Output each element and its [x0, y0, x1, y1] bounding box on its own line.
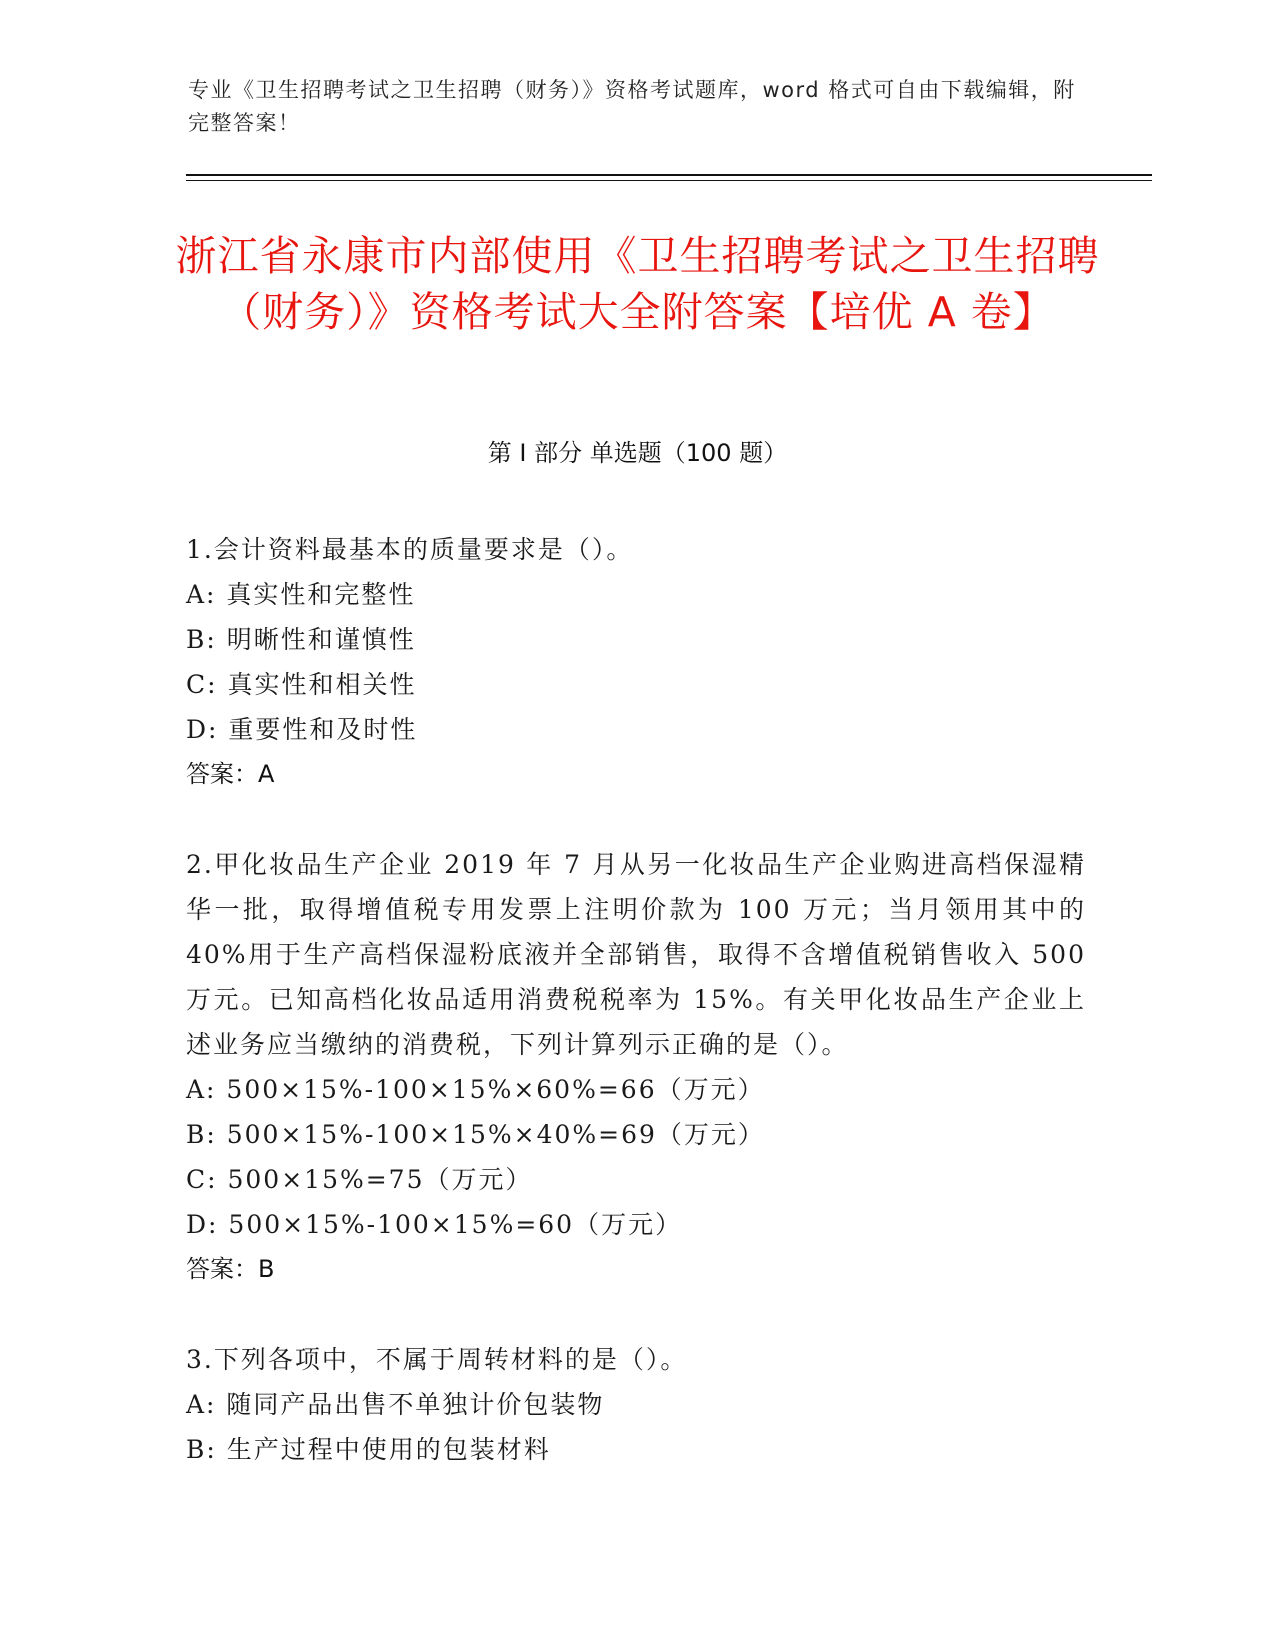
- question-3: [186, 1337, 1086, 1472]
- option-b: B: 500×15%-100×15%×40%=69（万元）: [186, 1120, 765, 1149]
- document-title: 浙江省永康市内部使用《卫生招聘考试之卫生招聘（财务）》资格考试大全附答案【培优 A 卷】: [175, 232, 1100, 336]
- question-text: 3.下列各项中，不属于周转材料的是（）。: [186, 1345, 688, 1374]
- option-a: A: 500×15%-100×15%×60%=66（万元）: [186, 1075, 765, 1104]
- header-divider-thin: [186, 180, 1152, 181]
- question-1: [186, 527, 1086, 797]
- question-text: 2.甲化妆品生产企业 2019 年 7 月从另一化妆品生产企业购进高档保湿精华一批，取得增值税专用发票上注明价款为 100 万元；当月领用其中的 40%用于生产高档保湿粉底液并全部销售，取得不含增值税销售收入 500 万元。已知高档化妆品适用消费税税率为 15%。有关甲化妆品生产企业上述业务应当缴纳的消费税，下列计算列示正确的是（）。: [186, 850, 1086, 1059]
- option-b: B: 生产过程中使用的包装材料: [186, 1435, 551, 1464]
- option-d: D: 500×15%-100×15%=60（万元）: [186, 1210, 683, 1239]
- answer: 答案：B: [186, 1255, 275, 1283]
- section-title: 第 I 部分 单选题（100 题）: [487, 439, 788, 467]
- option-c: C: 500×15%=75（万元）: [186, 1165, 533, 1194]
- option-a: A: 随同产品出售不单独计价包装物: [186, 1390, 605, 1419]
- question-list: [186, 527, 1086, 1517]
- header-note: 专业《卫生招聘考试之卫生招聘（财务）》资格考试题库，word 格式可自由下载编辑，附完整答案！: [188, 78, 1076, 135]
- question-text: 1.会计资料最基本的质量要求是（）。: [186, 535, 634, 564]
- option-b: B: 明晰性和谨慎性: [186, 625, 416, 654]
- option-d: D: 重要性和及时性: [186, 715, 418, 744]
- option-c: C: 真实性和相关性: [186, 670, 417, 699]
- question-2: [186, 842, 1086, 1292]
- option-a: A: 真实性和完整性: [186, 580, 416, 609]
- header-divider-thick: [186, 174, 1152, 176]
- answer: 答案：A: [186, 760, 275, 788]
